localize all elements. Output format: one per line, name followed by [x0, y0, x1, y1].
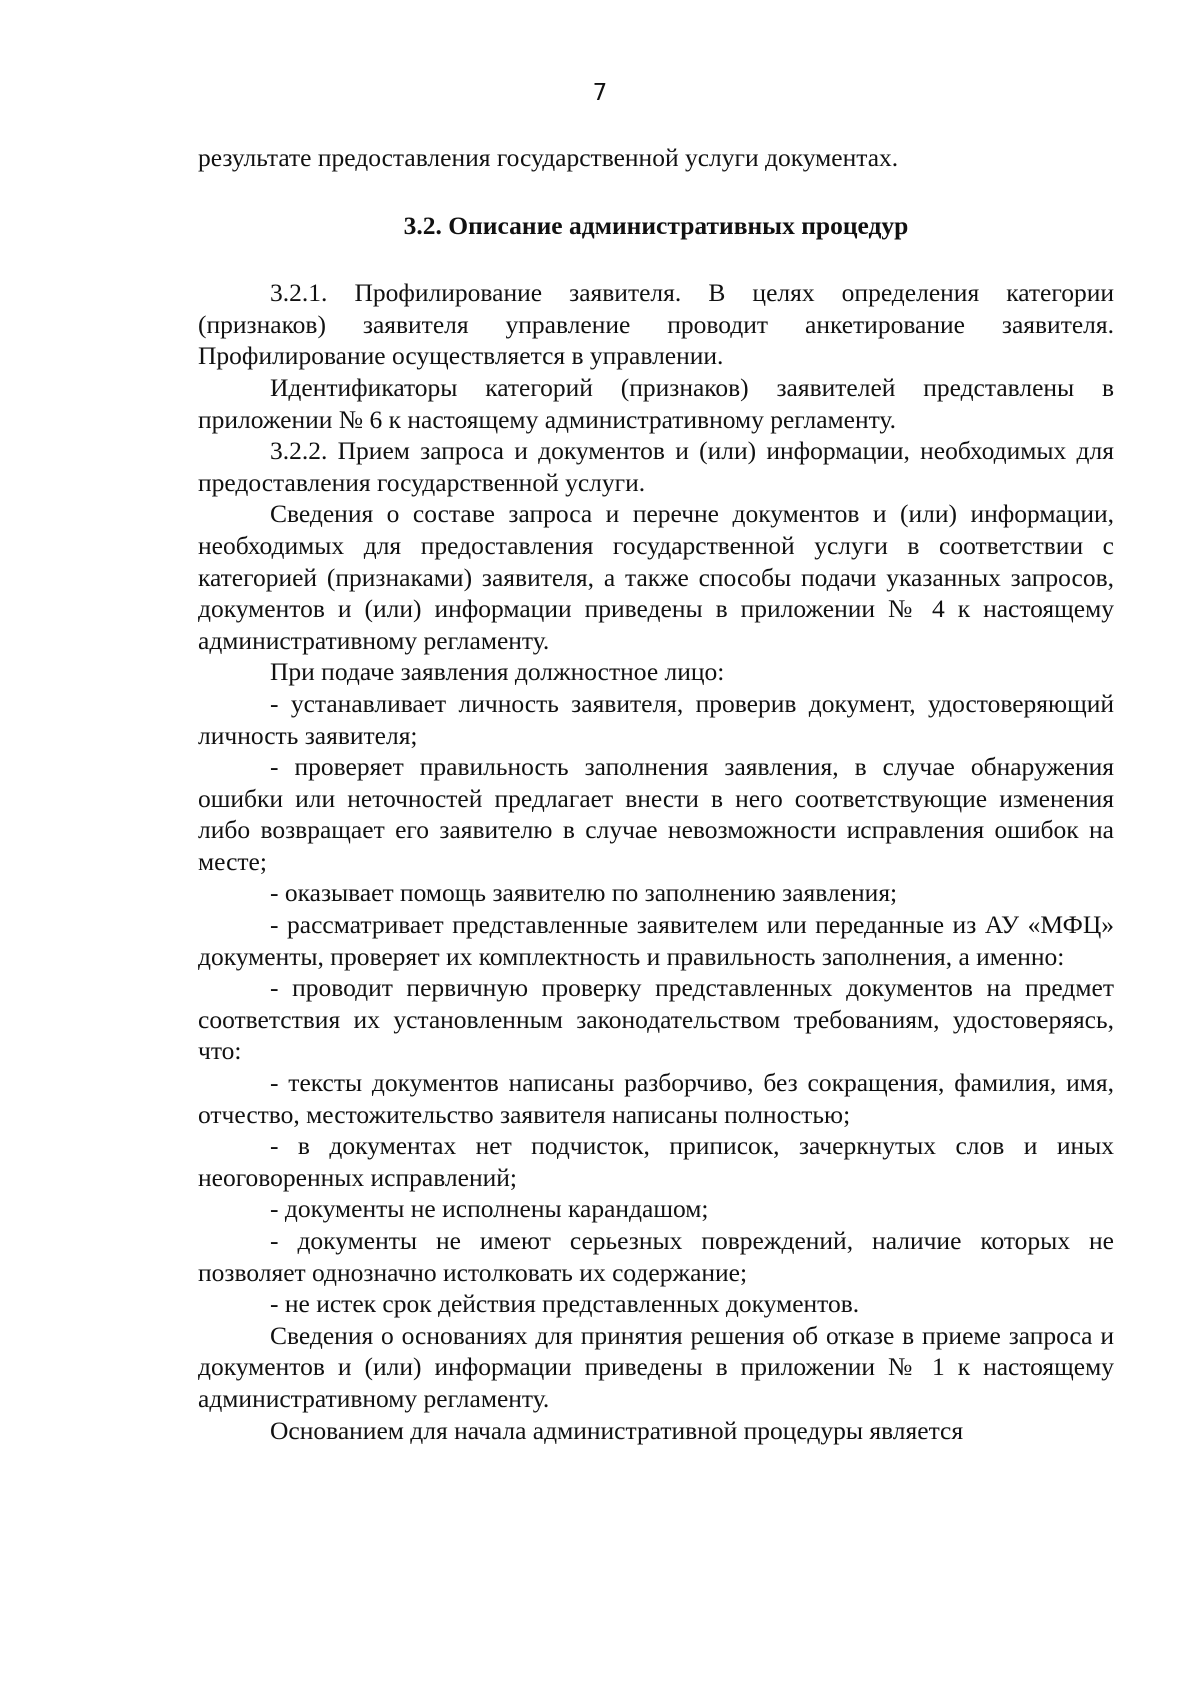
list-item: - не истек срок действия представленных документов.: [270, 1289, 860, 1319]
list-item: - документы не имеют серьезных повреждений, наличие которых не позволяет однозначно истолковать их содержание;: [198, 1226, 1114, 1287]
continuation-line: результате предоставления государственной услуги документах.: [198, 143, 899, 172]
paragraph: 3.2.2. Прием запроса и документов и (или) информации, необходимых для предоставления государственной услуги.: [198, 436, 1114, 497]
list-item: - в документах нет подчисток, приписок, зачеркнутых слов и иных неоговоренных исправлений;: [198, 1131, 1114, 1192]
page-number: 7: [592, 80, 608, 106]
list-item: - документы не исполнены карандашом;: [270, 1194, 709, 1224]
paragraph: Основанием для начала административной процедуры является: [270, 1415, 964, 1445]
list-item: - проводит первичную проверку представленных документов на предмет соответствия их установленным законодательством требованиям, удостоверяясь, что:: [198, 973, 1114, 1066]
list-item: - оказывает помощь заявителю по заполнению заявления;: [270, 878, 898, 908]
paragraph: Сведения о основаниях для принятия решения об отказе в приеме запроса и документов и (или) информации приведены в приложении № 1 к настоящему административному регламенту.: [198, 1320, 1114, 1413]
section-heading: 3.2. Описание административных процедур: [403, 210, 909, 240]
list-item: - рассматривает представленные заявителем или переданные из АУ «МФЦ» документы, проверяет их комплектность и правильность заполнения, а именно:: [198, 910, 1114, 971]
paragraph: Идентификаторы категорий (признаков) заявителей представлены в приложении № 6 к настоящему административному регламенту.: [198, 372, 1114, 434]
document-body: [198, 142, 1114, 1446]
list-item: - проверяет правильность заполнения заявления, в случае обнаружения ошибки или неточностей предлагает внести в него соответствующие изменения либо возвращает его заявителю в случае невозможности исправления ошибок на месте;: [198, 752, 1114, 876]
paragraph: 3.2.1. Профилирование заявителя. В целях определения категории (признаков) заявителя управление проводит анкетирование заявителя. Профилирование осуществляется в управлении.: [198, 278, 1114, 371]
paragraph: При подаче заявления должностное лицо:: [270, 657, 725, 687]
list-item: - тексты документов написаны разборчиво, без сокращения, фамилия, имя, отчество, местожительство заявителя написаны полностью;: [198, 1068, 1114, 1129]
paragraph: Сведения о составе запроса и перечне документов и (или) информации, необходимых для предоставления государственной услуги в соответствии с категорией (признаками) заявителя, а также способы подачи указанных запросов, документов и (или) информации приведены в приложении № 4 к настоящему административному регламенту.: [198, 499, 1114, 655]
list-item: - устанавливает личность заявителя, проверив документ, удостоверяющий личность заявителя;: [198, 688, 1114, 750]
